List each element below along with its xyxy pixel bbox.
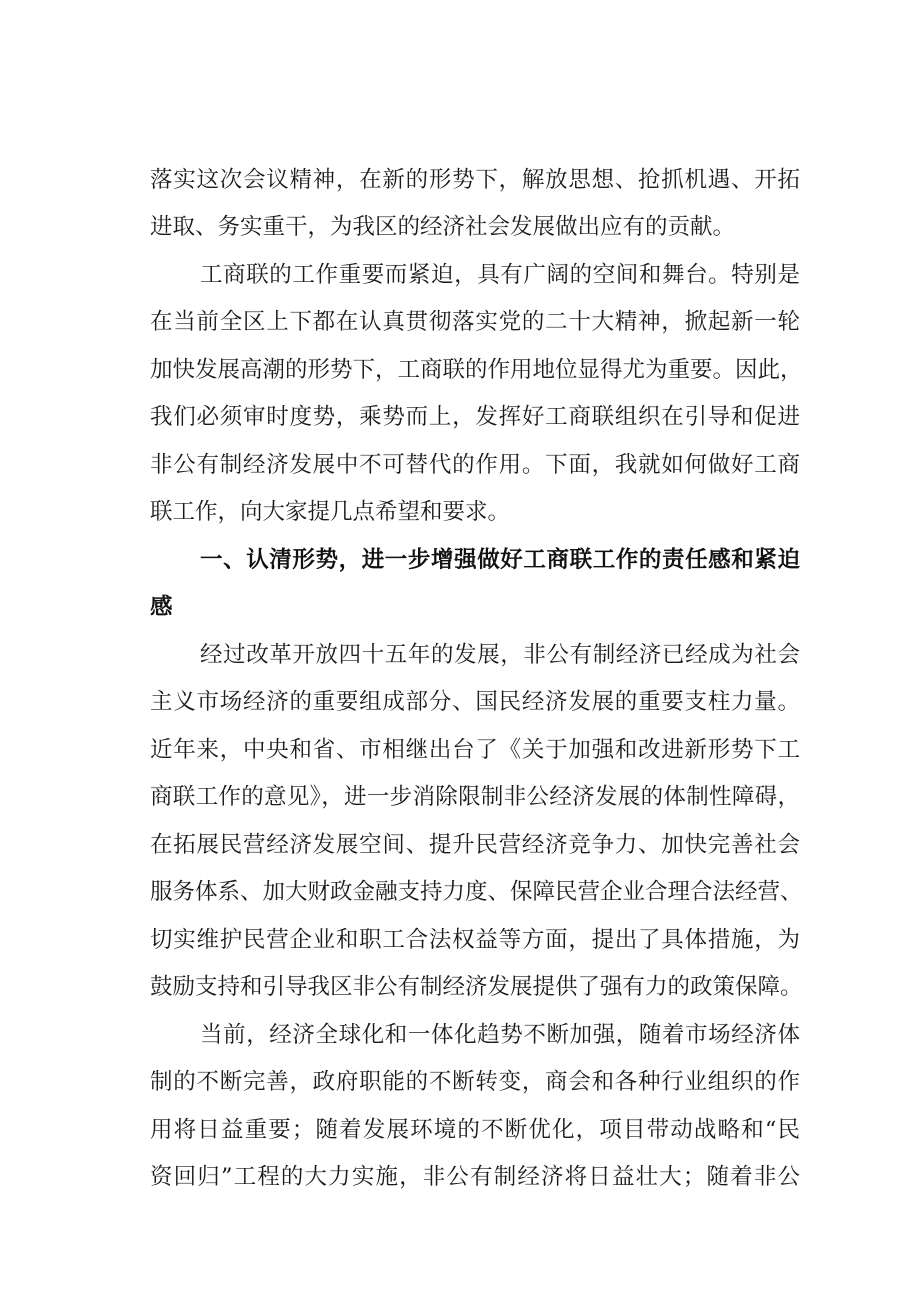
paragraph-line: 进取、务实重干，为我区的经济社会发展做出应有的贡献。 [150,214,736,240]
section-heading: 一、认清形势，进一步增强做好工商联工作的责任感和紧迫 [200,547,800,573]
paragraph-line: 在当前全区上下都在认真贯彻落实党的二十大精神，掀起新一轮 [150,309,800,335]
paragraph-line: 用将日益重要；随着发展环境的不断优化，项目带动战略和“民 [150,1117,800,1143]
paragraph-line: 非公有制经济发展中不可替代的作用。下面，我就如何做好工商 [150,452,800,478]
paragraph-line: 制的不断完善，政府职能的不断转变，商会和各种行业组织的作 [150,1069,800,1095]
paragraph-line: 经过改革开放四十五年的发展，非公有制经济已经成为社会 [200,642,800,668]
paragraph-line: 在拓展民营经济发展空间、提升民营经济竞争力、加快完善社会 [150,832,800,858]
paragraph-line: 近年来，中央和省、市相继出台了《关于加强和改进新形势下工 [150,737,800,763]
paragraph-line: 工商联的工作重要而紧迫，具有广阔的空间和舞台。特别是 [200,262,800,288]
paragraph-line: 加快发展高潮的形势下，工商联的作用地位显得尤为重要。因此， [150,357,803,383]
section-heading: 感 [150,594,173,620]
paragraph-line: 切实维护民营企业和职工合法权益等方面，提出了具体措施，为 [150,927,800,953]
paragraph-line: 我们必须审时度势，乘势而上，发挥好工商联组织在引导和促进 [150,404,800,430]
paragraph-line: 鼓励支持和引导我区非公有制经济发展提供了强有力的政策保障。 [150,974,803,1000]
paragraph-line: 落实这次会议精神，在新的形势下，解放思想、抢抓机遇、开拓 [150,167,800,193]
paragraph-line: 联工作，向大家提几点希望和要求。 [150,499,511,525]
paragraph-line: 当前，经济全球化和一体化趋势不断加强，随着市场经济体 [200,1022,800,1048]
paragraph-line: 资回归”工程的大力实施，非公有制经济将日益壮大；随着非公 [150,1164,800,1190]
paragraph-line: 商联工作的意见》，进一步消除限制非公经济发展的体制性障碍， [150,784,800,810]
paragraph-line: 主义市场经济的重要组成部分、国民经济发展的重要支柱力量。 [150,689,800,715]
paragraph-line: 服务体系、加大财政金融支持力度、保障民营企业合理合法经营、 [150,879,803,905]
